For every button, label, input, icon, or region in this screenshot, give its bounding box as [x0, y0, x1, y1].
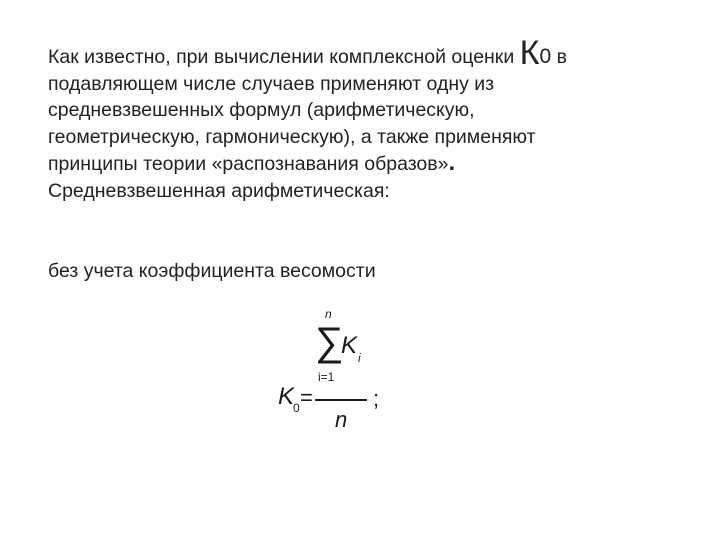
line1-tail: в: [551, 46, 567, 68]
k0-symbol-sub: 0: [539, 45, 552, 68]
formula-lhs-letter: K: [278, 383, 295, 410]
paragraph-line-2: подавляющем числе случаев применяют одну из: [48, 72, 495, 95]
formula-sum-lower: i=1: [318, 370, 335, 384]
line5-dot: .: [448, 149, 456, 176]
formula-sum-upper: n: [325, 307, 332, 321]
paragraph-line-6: Средневзвешенная арифметическая:: [48, 179, 390, 202]
formula-terminator: ;: [373, 386, 380, 411]
formula-sum-term-sub: i: [358, 351, 361, 365]
k0-symbol-letter: К: [519, 34, 540, 72]
formula-denominator: n: [335, 407, 348, 432]
paragraph-line-4: геометрическую, гармоническую), а также применяют: [48, 125, 536, 148]
formula-sum-symbol: ∑: [315, 320, 344, 364]
formula-lhs-sub: 0: [293, 401, 300, 415]
paragraph-line-5: [48, 150, 698, 178]
subheading: без учета коэффициента весомости: [48, 260, 376, 282]
line1-text: Как известно, при вычислении комплексной оценки: [48, 46, 520, 68]
formula-equals: =: [300, 385, 313, 410]
formula-fraction-bar: [315, 399, 367, 401]
paragraph-line-1: [48, 34, 698, 72]
line5-text: принципы теории «распознавания образов»: [48, 153, 449, 175]
formula-sum-term-letter: K: [341, 332, 358, 359]
intro-paragraph: [48, 34, 698, 204]
arithmetic-mean-formula: [278, 308, 388, 438]
paragraph-line-3: средневзвешенных формул (арифметическую,: [48, 99, 475, 121]
